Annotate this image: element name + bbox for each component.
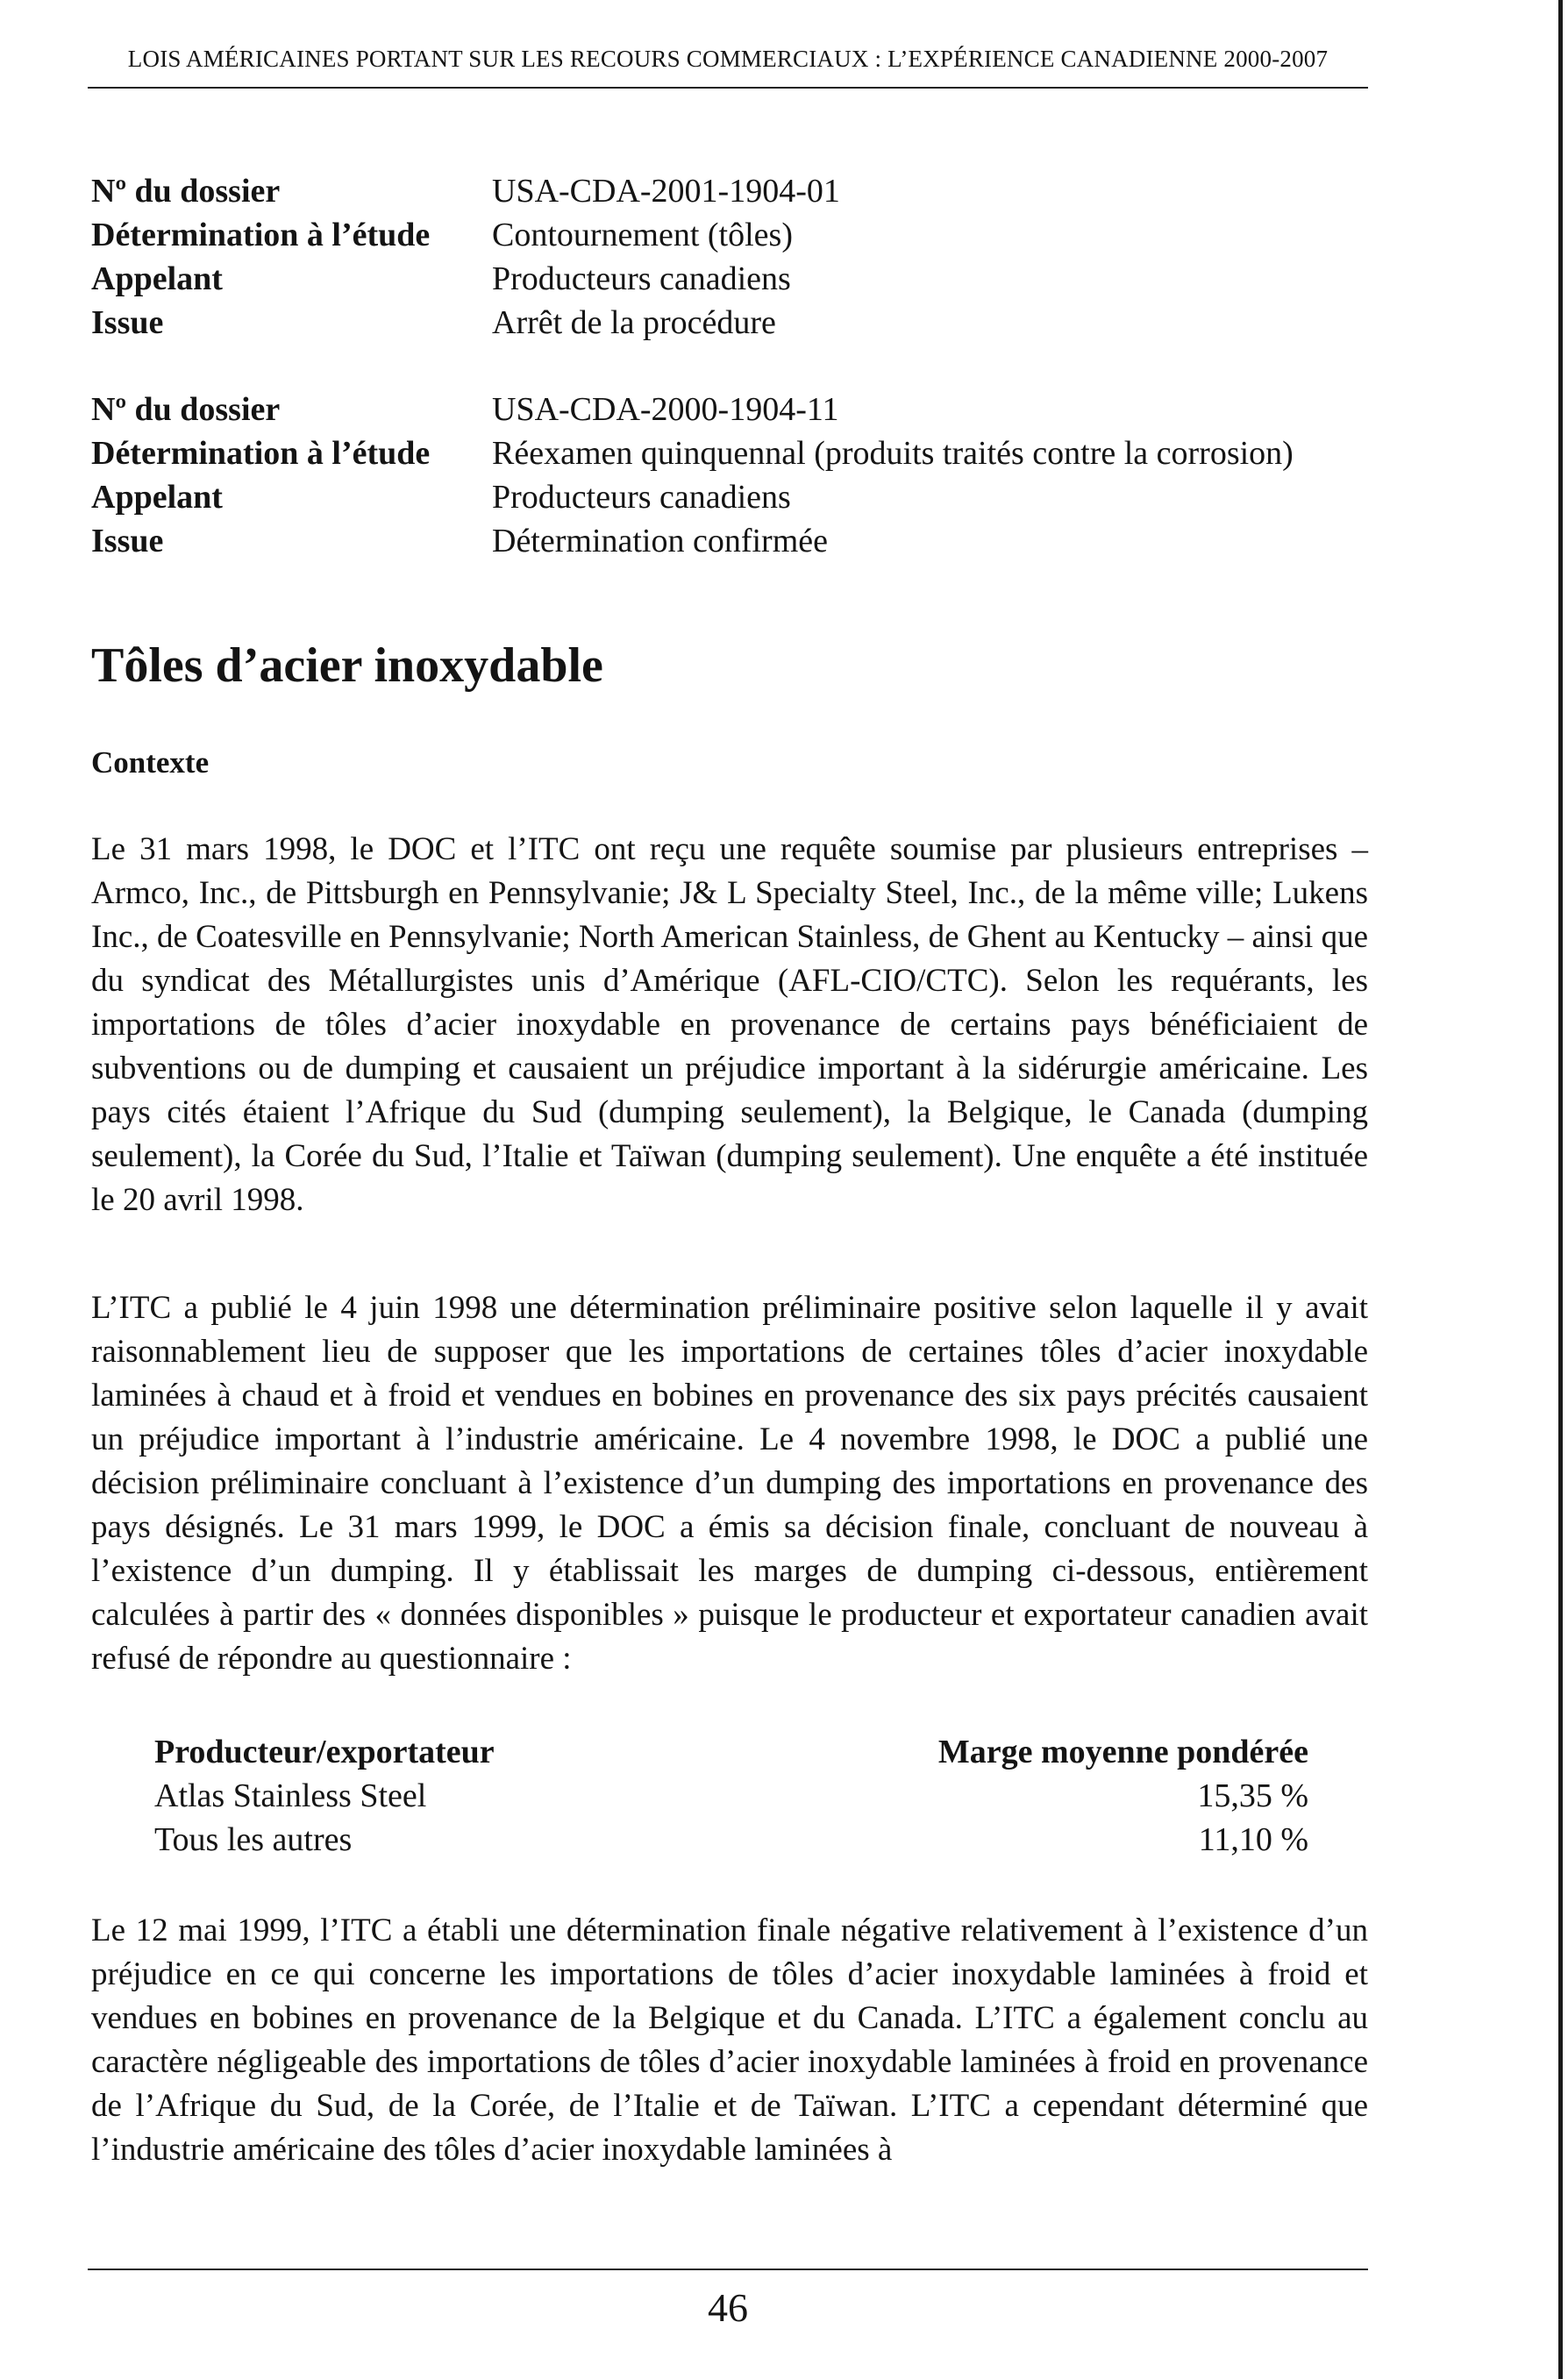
table-row — [154, 1774, 1308, 1818]
case-value: Réexamen quinquennal (produits traités contre la corrosion) — [492, 435, 1294, 472]
case-label: Détermination à l’étude — [91, 217, 431, 253]
case-value: Contournement (tôles) — [492, 217, 793, 253]
case-label: Issue — [91, 523, 164, 559]
case-value: Détermination confirmée — [492, 523, 829, 559]
column-header: Marge moyenne pondérée — [937, 1734, 1308, 1770]
margin-cell: 15,35 % — [1197, 1777, 1308, 1814]
running-head: LOIS AMÉRICAINES PORTANT SUR LES RECOURS COMMERCIAUX : L’EXPÉRIENCE CANADIENNE 2000-2007 — [127, 46, 1329, 72]
case-row — [91, 519, 1294, 563]
body-paragraph: Le 31 mars 1998, le DOC et l’ITC ont reçu une requête soumise par plusieurs entreprises – Armco, Inc., de Pittsburgh en Pennsylvanie; J& L Specialty Steel, Inc., de la même ville; Lukens Inc., de Coatesville en Pennsylvanie; North American Stainless, de Ghent au Kentucky – ainsi que du syndicat des Métallurgistes unis d’Amérique (AFL-CIO/CTC). Selon les requérants, les importations de tôles d’acier inoxydable en provenance de certains pays bénéficiaient de subventions ou de dumping et causaient un préjudice important à la sidérurgie américaine. Les pays cités étaient l’Afrique du Sud (dumping seulement), la Belgique, le Canada (dumping seulement), la Corée du Sud, l’Italie et Taïwan (dumping seulement). Une enquête a été instituée le 20 avril 1998. — [91, 831, 1369, 1218]
case-value: USA-CDA-2001-1904-01 — [492, 173, 840, 210]
column-header: Producteur/exportateur — [154, 1734, 495, 1770]
case-label: Appelant — [91, 479, 223, 516]
case-record-1 — [91, 169, 840, 345]
producer-cell: Atlas Stainless Steel — [154, 1777, 427, 1814]
header-rule — [88, 87, 1368, 89]
case-row — [91, 301, 840, 345]
case-value: Producteurs canadiens — [492, 479, 791, 516]
producer-cell: Tous les autres — [154, 1821, 353, 1858]
case-row — [91, 257, 840, 301]
body-paragraph: Le 12 mai 1999, l’ITC a établi une détermination finale négative relativement à l’existence d’un préjudice en ce qui concerne les importations de tôles d’acier inoxydable laminées à froid et vendues en bobines en provenance de la Belgique et du Canada. L’ITC a également conclu au caractère négligeable des importations de tôles d’acier inoxydable laminées à froid en provenance de l’Afrique du Sud, de la Corée, de l’Italie et de Taïwan. L’ITC a cependant déterminé que l’industrie américaine des tôles d’acier inoxydable laminées à — [91, 1912, 1368, 2168]
footer-rule — [88, 2269, 1368, 2270]
case-value: Arrêt de la procédure — [492, 304, 776, 341]
case-row — [91, 388, 1294, 431]
case-label: Nº du dossier — [91, 173, 281, 210]
scan-edge-line — [1558, 0, 1563, 2379]
case-label: Détermination à l’étude — [91, 435, 431, 472]
page-number: 46 — [708, 2285, 748, 2330]
table-header-row — [154, 1730, 1308, 1774]
section-title: Tôles d’acier inoxydable — [91, 638, 603, 693]
case-value: Producteurs canadiens — [492, 260, 791, 297]
case-label: Nº du dossier — [91, 391, 281, 428]
subheading: Contexte — [91, 745, 210, 780]
case-row — [91, 213, 840, 257]
case-label: Appelant — [91, 260, 223, 297]
margin-cell: 11,10 % — [1198, 1821, 1308, 1858]
body-paragraph: L’ITC a publié le 4 juin 1998 une détermination préliminaire positive selon laquelle il y avait raisonnablement lieu de supposer que les importations de certaines tôles d’acier inoxydable laminées à chaud et à froid et vendues en bobines en provenance des six pays précités causaient un préjudice important à l’industrie américaine. Le 4 novembre 1998, le DOC a publié une décision préliminaire concluant à l’existence d’un dumping des importations en provenance des pays désignés. Le 31 mars 1999, le DOC a émis sa décision finale, concluant de nouveau à l’existence d’un dumping. Il y établissait les marges de dumping ci-dessous, entièrement calculées à partir des « données disponibles » puisque le producteur et exportateur canadien avait refusé de répondre au questionnaire : — [91, 1290, 1368, 1677]
dumping-margin-table — [154, 1730, 1308, 1862]
case-row — [91, 475, 1294, 519]
table-row — [154, 1818, 1308, 1862]
case-row — [91, 431, 1294, 475]
case-row — [91, 169, 840, 213]
case-label: Issue — [91, 304, 164, 341]
case-record-2 — [91, 388, 1294, 563]
case-value: USA-CDA-2000-1904-11 — [492, 391, 839, 428]
